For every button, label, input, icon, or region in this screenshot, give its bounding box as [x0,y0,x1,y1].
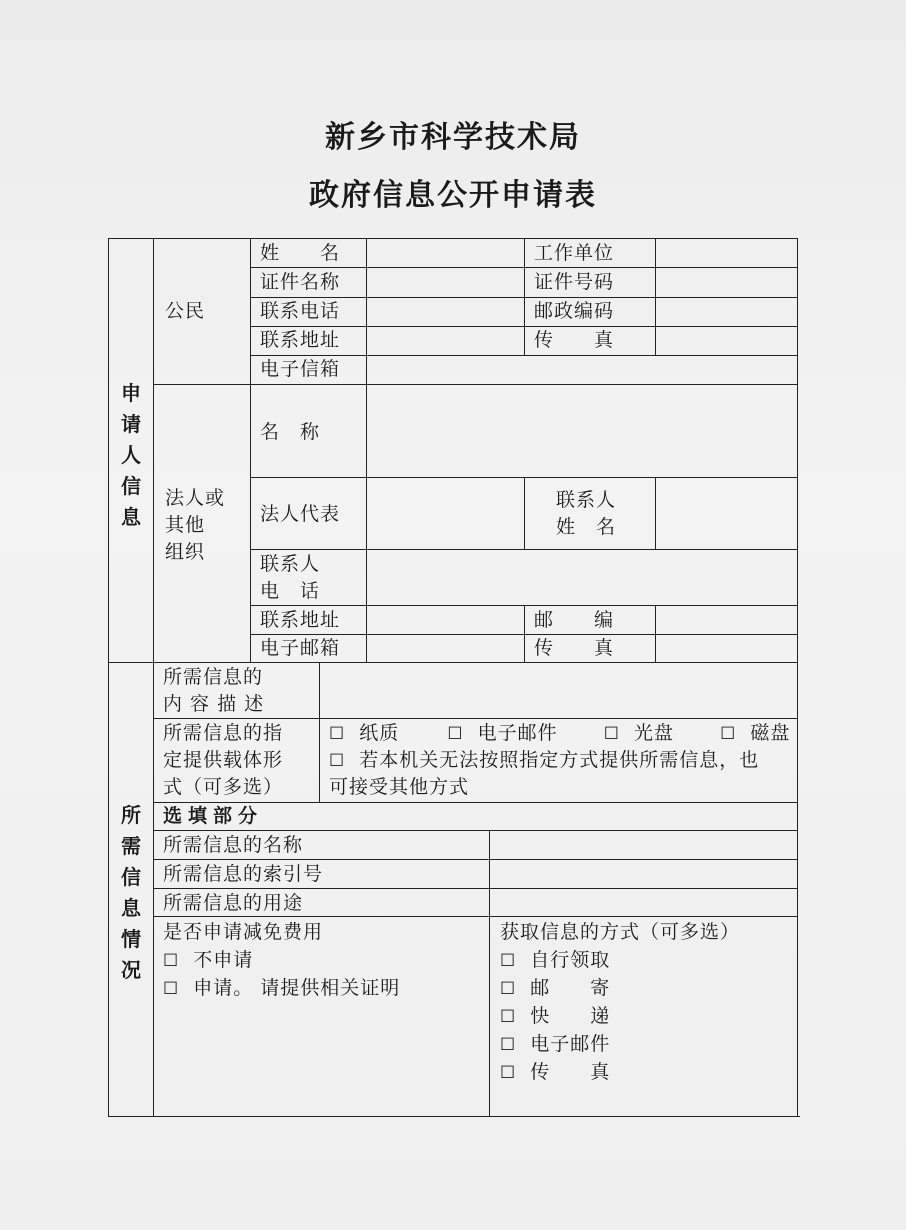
content-desc-line1: 所需信息的 [163,666,264,688]
divider-subject-col [250,238,251,662]
carrier-options [329,719,790,748]
checkbox-icon[interactable]: ☐ [447,724,464,744]
org-contact-phone-line1: 联系人 [260,553,321,575]
org-fax-label: 传 真 [534,637,615,659]
delivery-option-express[interactable]: ☐ 快 递 [500,1005,611,1027]
table-border-bottom [108,1116,800,1117]
citizen-work-unit-label: 工作单位 [534,242,615,264]
checkbox-icon[interactable]: ☐ [500,1063,517,1083]
info-index-label: 所需信息的索引号 [163,863,324,885]
checkbox-icon[interactable]: ☐ [720,724,737,744]
checkbox-icon[interactable]: ☐ [163,951,180,971]
delivery-label: 获取信息的方式（可多选） [500,921,741,943]
citizen-address-label: 联系地址 [260,329,341,351]
content-desc-line2: 内 容 描 述 [163,693,265,715]
citizen-name-label: 姓 名 [260,242,341,264]
citizen-fax-label: 传 真 [534,329,615,351]
checkbox-icon[interactable]: ☐ [500,1007,517,1027]
checkbox-icon[interactable]: ☐ [329,751,346,771]
carrier-label-line1: 所需信息的指 [163,722,284,744]
divider-section-col [153,238,154,1117]
checkbox-icon[interactable]: ☐ [163,979,180,999]
org-address-label: 联系地址 [260,609,341,631]
optional-section-label: 选填部分 [163,805,264,827]
org-contact-name-line1: 联系人 [556,489,617,511]
org-legal-rep-label: 法人代表 [260,503,341,525]
divider-field-col-org [366,384,367,662]
org-label-line3: 组织 [165,541,206,563]
divider-field-col [366,238,367,384]
form-title-line2: 政府信息公开申请表 [309,178,597,213]
row-line-citizen-end [153,384,798,385]
alternative-option-line2: 可接受其他方式 [329,776,470,798]
org-postcode-label: 邮 编 [534,609,615,631]
alternative-option-line1[interactable]: ☐ 若本机关无法按照指定方式提供所需信息，也 [329,749,760,771]
citizen-id-type-label: 证件名称 [260,271,341,293]
divider-org-label2 [524,477,525,549]
divider-info-value-col [489,830,490,1117]
carrier-option-disk[interactable]: ☐ 磁盘 [720,722,791,744]
org-name-label: 名 称 [260,421,321,443]
delivery-option-mail[interactable]: ☐ 邮 寄 [500,977,611,999]
form-title-line1: 新乡市科学技术局 [325,120,581,155]
delivery-option-email[interactable]: ☐ 电子邮件 [500,1033,611,1055]
checkbox-icon[interactable]: ☐ [500,979,517,999]
checkbox-icon[interactable]: ☐ [500,1035,517,1055]
table-border-top [108,238,798,239]
carrier-label-line2: 定提供载体形 [163,749,284,771]
org-label-line2: 其他 [165,514,206,536]
carrier-option-paper[interactable]: ☐ 纸质 [329,722,400,744]
fee-waiver-option-no[interactable]: ☐ 不申请 [163,949,254,971]
info-section-label: 所需信息情况 [121,803,141,982]
fee-waiver-option-yes[interactable]: ☐ 申请。 请提供相关证明 [163,977,401,999]
citizen-email-label: 电子信箱 [260,358,341,380]
org-email-label: 电子邮箱 [260,637,341,659]
checkbox-icon[interactable]: ☐ [500,951,517,971]
org-contact-phone-line2: 电 话 [260,580,321,602]
delivery-option-fax[interactable]: ☐ 传 真 [500,1061,611,1083]
fee-waiver-label: 是否申请减免费用 [163,921,324,943]
carrier-option-cd[interactable]: ☐ 光盘 [603,722,674,744]
delivery-option-pickup[interactable]: ☐ 自行领取 [500,949,611,971]
checkbox-icon[interactable]: ☐ [329,724,346,744]
citizen-id-number-label: 证件号码 [534,271,615,293]
row-line-org-2 [250,549,798,550]
table-border-left [108,238,109,1117]
citizen-phone-label: 联系电话 [260,300,341,322]
info-purpose-label: 所需信息的用途 [163,892,304,914]
org-label-line1: 法人或 [165,487,226,509]
table-border-right [797,238,798,1117]
checkbox-icon[interactable]: ☐ [603,724,620,744]
citizen-label: 公民 [165,300,206,322]
divider-info-label-col [319,662,320,802]
carrier-label-line3: 式（可多选） [163,776,284,798]
citizen-postal-code-label: 邮政编码 [534,300,615,322]
org-contact-name-line2: 姓 名 [556,516,617,538]
divider-org-value2 [655,477,656,549]
info-name-label: 所需信息的名称 [163,834,304,856]
carrier-option-email[interactable]: ☐ 电子邮件 [447,722,558,744]
applicant-section-label: 申请人信息 [121,381,141,529]
